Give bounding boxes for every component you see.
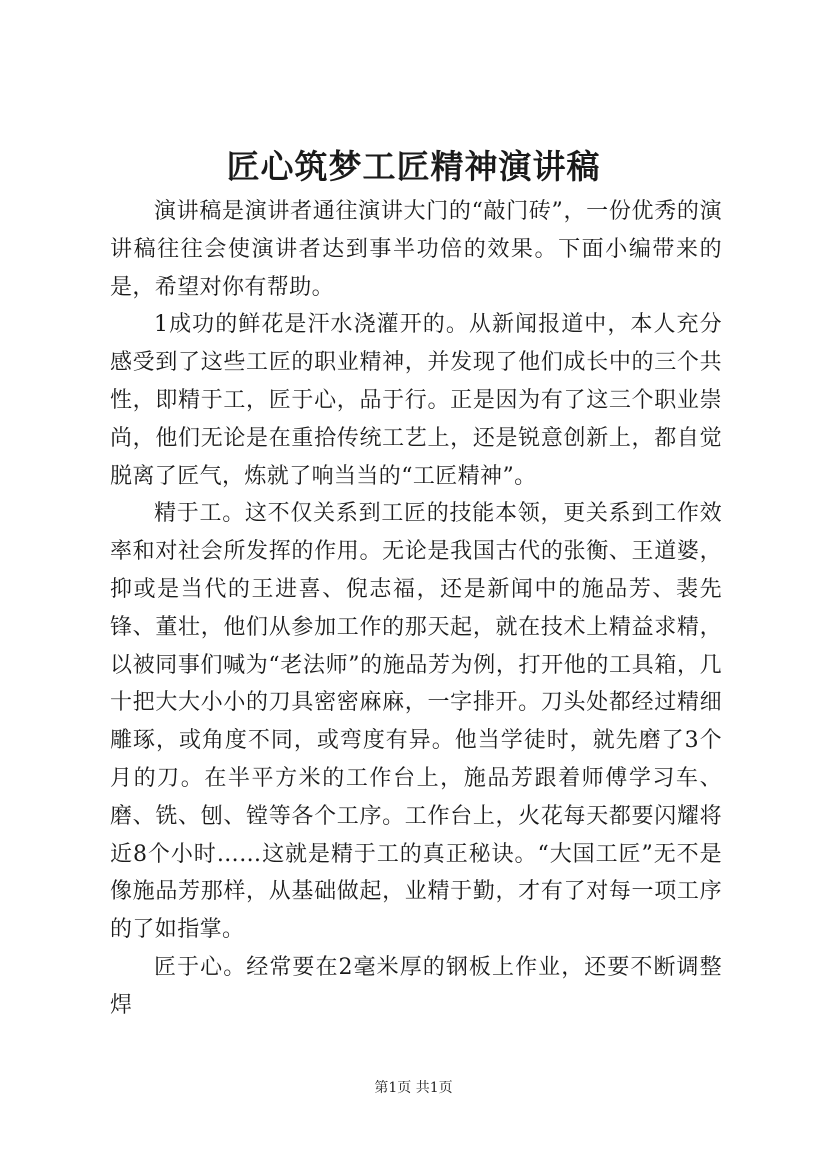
paragraph: 匠于心。经常要在2毫米厚的钢板上作业，还要不断调整焊: [110, 954, 722, 1018]
document-body: [110, 193, 722, 1025]
page-footer: 第1页 共1页: [374, 1080, 453, 1096]
paragraph: 演讲稿是演讲者通往演讲大门的“敲门砖”，一份优秀的演讲稿往往会使演讲者达到事半功倍的效果。下面小编带来的是，希望对你有帮助。: [110, 199, 722, 300]
paragraph: 精于工。这不仅关系到工匠的技能本领，更关系到工作效率和对社会所发挥的作用。无论是我国古代的张衡、王道婆，抑或是当代的王进喜、倪志福，还是新闻中的施品芳、裴先锋、董壮，他们从参加工作的那天起，就在技术上精益求精，以被同事们喊为“老法师”的施品芳为例，打开他的工具箱，几十把大大小小的刀具密密麻麻，一字排开。刀头处都经过精细雕琢，或角度不同，或弯度有异。他当学徒时，就先磨了3个月的刀。在半平方米的工作台上，施品芳跟着师傅学习车、磨、铣、刨、镗等各个工序。工作台上，火花每天都要闪耀将近8个小时……这就是精于工的真正秘诀。“大国工匠”无不是像施品芳那样，从基础做起，业精于勤，才有了对每一项工序的了如指掌。: [110, 501, 722, 943]
paragraph: 1成功的鲜花是汗水浇灌开的。从新闻报道中，本人充分感受到了这些工匠的职业精神，并发现了他们成长中的三个共性，即精于工，匠于心，品于行。正是因为有了这三个职业崇尚，他们无论是在重拾传统工艺上，还是锐意创新上，都自觉脱离了匠气，炼就了响当当的“工匠精神”。: [110, 312, 722, 489]
document-title: 匠心筑梦工匠精神演讲稿: [226, 147, 601, 186]
